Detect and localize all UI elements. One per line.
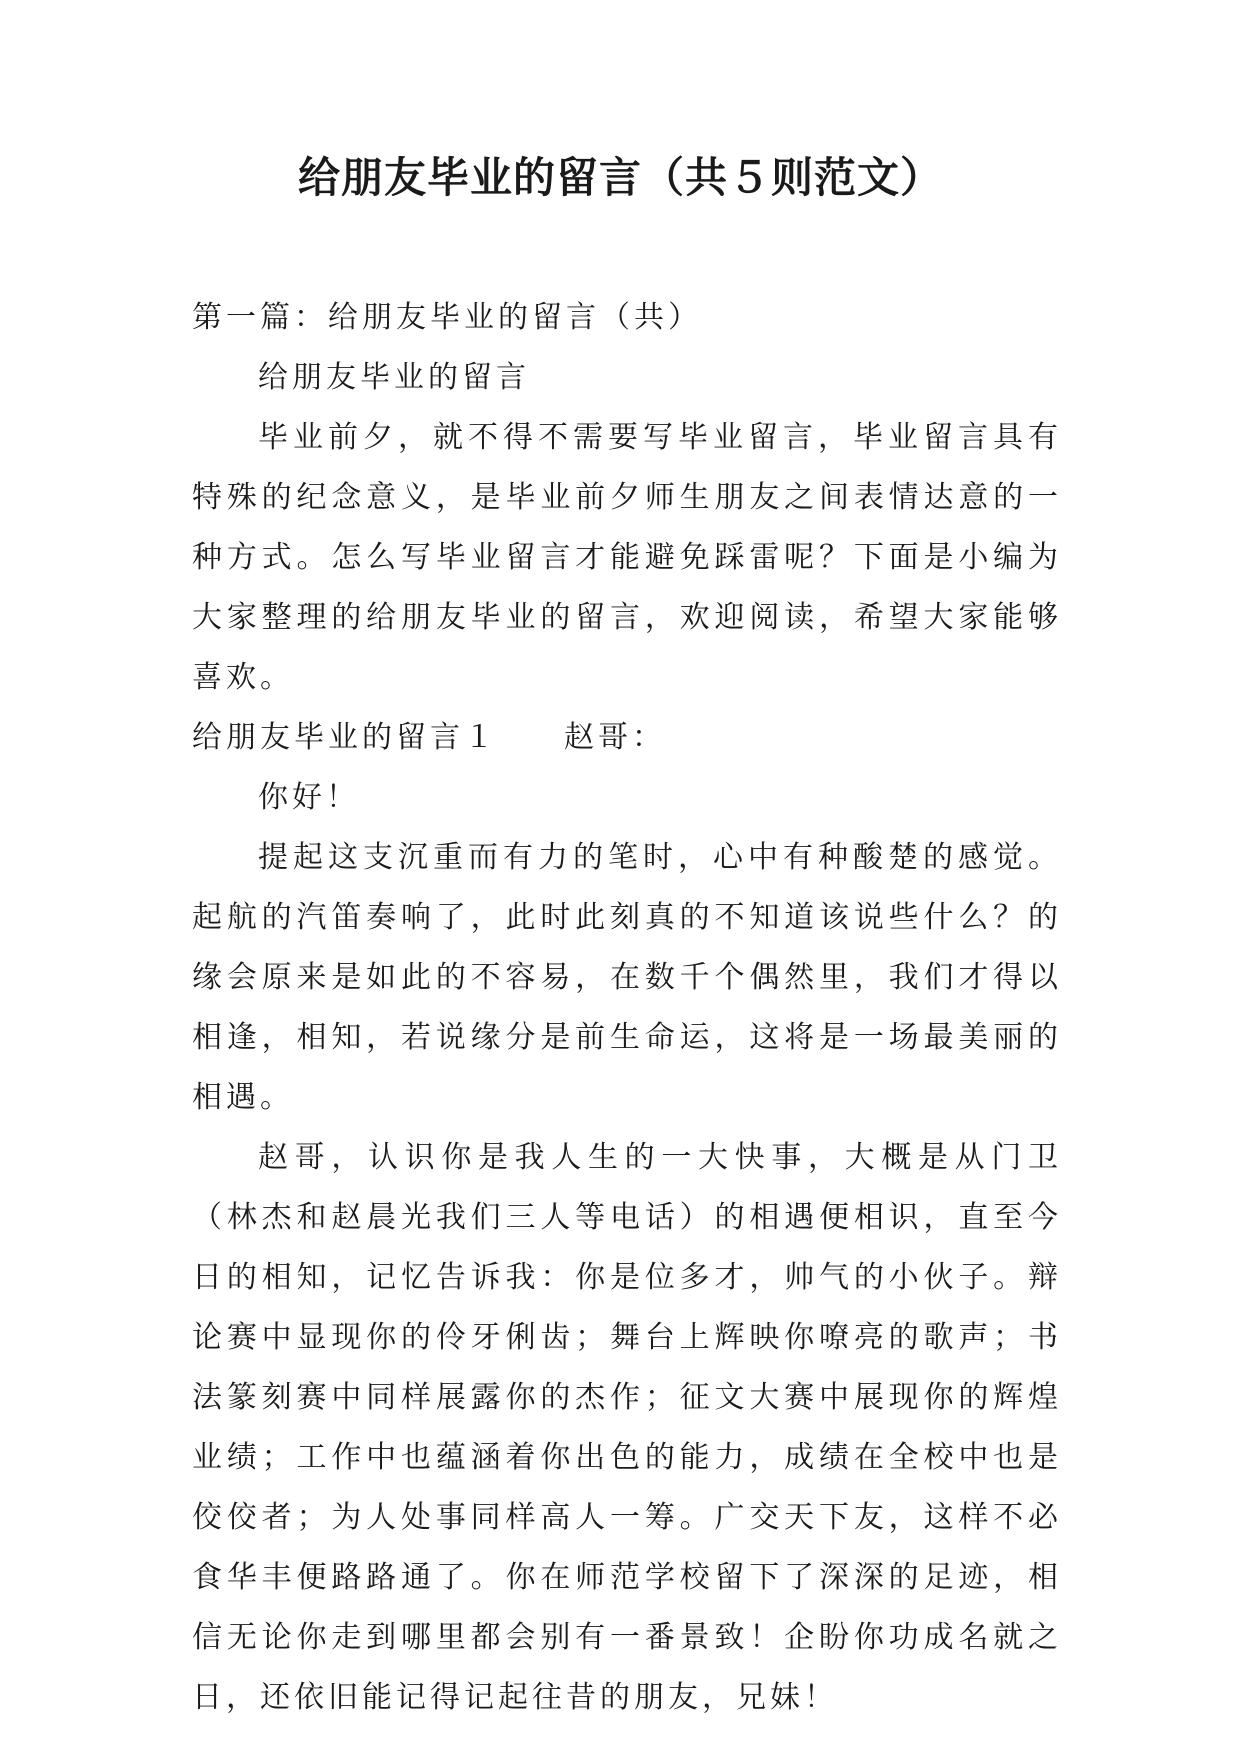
- salutation: 赵哥：: [564, 720, 666, 755]
- intro-paragraph: 毕业前夕，就不得不需要写毕业留言，毕业留言具有特殊的纪念意义，是毕业前夕师生朋友之间表情达意的一种方式。怎么写毕业留言才能避免踩雷呢？下面是小编为大家整理的给朋友毕业的留言，欢迎阅读，希望大家能够喜欢。: [192, 420, 1062, 695]
- document-body: [192, 288, 1062, 1728]
- document-title: 给朋友毕业的留言（共５则范文）: [297, 153, 943, 202]
- subtitle: 给朋友毕业的留言: [258, 360, 530, 395]
- section-heading: 第一篇：给朋友毕业的留言（共）: [192, 300, 702, 335]
- greeting: 你好！: [258, 780, 360, 815]
- body-paragraph: 提起这支沉重而有力的笔时，心中有种酸楚的感觉。起航的汽笛奏响了，此时此刻真的不知道该说些什么？的缘会原来是如此的不容易，在数千个偶然里，我们才得以相逢，相知，若说缘分是前生命运，这将是一场最美丽的相遇。: [192, 840, 1062, 1115]
- letter-heading-line: [192, 708, 1062, 768]
- body-paragraph: 赵哥，认识你是我人生的一大快事，大概是从门卫（林杰和赵晨光我们三人等电话）的相遇便相识，直至今日的相知，记忆告诉我：你是位多才，帅气的小伙子。辩论赛中显现你的伶牙俐齿；舞台上辉映你嘹亮的歌声；书法篆刻赛中同样展露你的杰作；征文大赛中展现你的辉煌业绩；工作中也蕴涵着你出色的能力，成绩在全校中也是佼佼者；为人处事同样高人一筹。广交天下友，这样不必食华丰便路路通了。你在师范学校留下了深深的足迹，相信无论你走到哪里都会别有一番景致！企盼你功成名就之日，还依旧能记得记起往昔的朋友，兄妹！: [192, 1140, 1062, 1715]
- letter-label: 给朋友毕业的留言１: [192, 720, 498, 755]
